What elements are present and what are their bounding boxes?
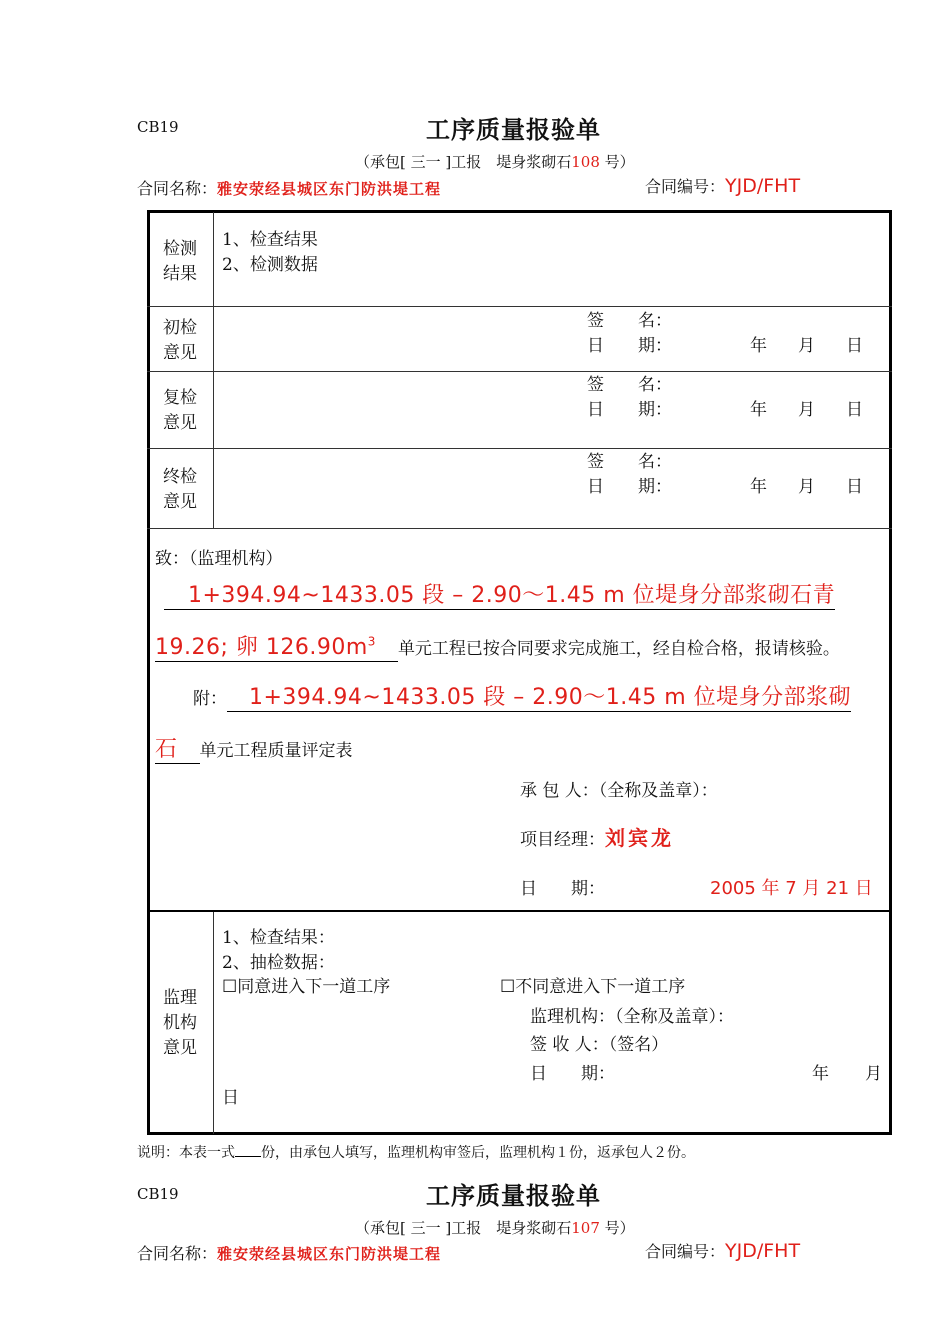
initial-month: 月	[798, 336, 815, 356]
unit-completion-statement: 单元工程已按合同要求完成施工，经自检合格，报请核验。	[397, 639, 840, 659]
form-subtitle-2	[355, 1217, 635, 1238]
re-month: 月	[798, 400, 815, 420]
attachment-form-name: 单元工程质量评定表	[199, 741, 353, 761]
re-sign-label: 签 名：	[587, 375, 672, 395]
form-subtitle	[355, 151, 635, 172]
attachment-description: 1+394.94~1433.05 段 – 2.90～1.45 m 位堤身分部浆砌	[227, 680, 851, 712]
unit-line-2	[155, 630, 840, 662]
re-day: 日	[846, 400, 863, 420]
subtitle-prefix: （承包[ 三一 ]工报 堤身浆砌石	[355, 1219, 572, 1237]
contract-no-value: YJD/FHT	[725, 175, 801, 197]
row-divider	[147, 910, 892, 912]
supervision-sample-data: 2、抽检数据：	[222, 953, 335, 973]
supervision-day: 日	[222, 1088, 239, 1108]
unit-description: 1+394.94~1433.05 段 – 2.90～1.45 m 位堤身分部浆砌石青	[164, 578, 835, 610]
to-line: 致：（监理机构）	[155, 549, 283, 569]
contractor-label: 承 包 人：（全称及盖章）：	[520, 781, 718, 801]
attachment-description-end: 石	[155, 732, 200, 764]
supervision-check-result: 1、检查结果：	[222, 928, 335, 948]
re-inspection-label	[150, 386, 210, 436]
initial-sign-label: 签 名：	[587, 311, 672, 331]
final-date-label: 日 期：	[587, 477, 672, 497]
supervision-year: 年	[812, 1064, 829, 1084]
attachment-label: 附：	[193, 689, 227, 709]
column-divider	[213, 912, 214, 1134]
test-data-item: 2、检测数据	[222, 255, 318, 275]
initial-date-label: 日 期：	[587, 336, 672, 356]
receiver-label: 签 收 人：（签名）	[530, 1035, 669, 1055]
contract-no-label: 合同编号：	[645, 1242, 726, 1261]
re-date-label: 日 期：	[587, 400, 672, 420]
project-manager-row	[520, 822, 674, 851]
report-number: 107	[571, 1219, 600, 1237]
final-year: 年	[750, 477, 767, 497]
unit-superscript: 3	[367, 634, 376, 649]
final-month: 月	[798, 477, 815, 497]
agree-checkbox[interactable]: ☐同意进入下一道工序	[222, 977, 391, 997]
note-suffix: 份，由承包人填写，监理机构审签后，监理机构１份，返承包人２份。	[261, 1145, 695, 1161]
detect-items	[222, 228, 318, 278]
final-day: 日	[846, 477, 863, 497]
attachment-line-1	[193, 680, 851, 712]
row-divider	[147, 528, 892, 529]
initial-year: 年	[750, 336, 767, 356]
form-number: CB19	[137, 118, 179, 136]
initial-inspection-label	[150, 316, 210, 366]
final-inspection-label	[150, 465, 210, 515]
supervision-opinion-label	[150, 986, 210, 1061]
label-line: 结果	[163, 264, 197, 284]
note-prefix: 说明：本表一式	[137, 1145, 235, 1161]
check-result-item: 1、检查结果	[222, 230, 318, 250]
contract-name-label: 合同名称：	[137, 1244, 218, 1263]
contract-name-value: 雅安荥经县城区东门防洪堤工程	[217, 1245, 442, 1263]
contract-no-label: 合同编号：	[645, 177, 726, 196]
project-manager-signature: 刘宾龙	[605, 826, 674, 850]
subtitle-suffix: 号）	[599, 153, 635, 171]
report-number: 108	[571, 153, 600, 171]
label-line: 复检	[163, 388, 197, 408]
contract-no-row-2	[645, 1239, 800, 1262]
contract-name-value: 雅安荥经县城区东门防洪堤工程	[217, 180, 442, 198]
copies-blank	[235, 1144, 261, 1157]
subtitle-prefix: （承包[ 三一 ]工报 堤身浆砌石	[355, 153, 572, 171]
label-line: 意见	[163, 413, 197, 433]
contract-no-row	[645, 174, 800, 197]
form-title-2: 工序质量报验单	[426, 1181, 601, 1210]
re-year: 年	[750, 400, 767, 420]
label-line: 意见	[163, 343, 197, 363]
application-date-value: 2005 年 7 月 21 日	[710, 878, 873, 899]
form-number-2: CB19	[137, 1185, 179, 1203]
label-line: 意见	[163, 1038, 197, 1058]
label-line: 监理	[163, 988, 197, 1008]
form-note	[137, 1142, 695, 1162]
project-manager-label: 项目经理：	[520, 830, 605, 850]
column-divider	[213, 212, 214, 528]
attachment-line-2	[155, 732, 353, 764]
disagree-checkbox[interactable]: ☐不同意进入下一道工序	[500, 977, 686, 997]
row-divider	[147, 371, 892, 372]
detect-result-label	[150, 237, 210, 287]
label-line: 机构	[163, 1013, 197, 1033]
row-divider	[147, 306, 892, 307]
application-date-label: 日 期：	[520, 879, 605, 899]
unit-quantity	[155, 630, 398, 662]
label-line: 意见	[163, 492, 197, 512]
final-sign-label: 签 名：	[587, 452, 672, 472]
supervision-agency-label: 监理机构：（全称及盖章）：	[530, 1007, 734, 1027]
contract-name-row	[137, 176, 441, 199]
unit-line-1	[164, 578, 835, 610]
form-title: 工序质量报验单	[426, 115, 601, 144]
subtitle-suffix: 号）	[599, 1219, 635, 1237]
label-line: 初检	[163, 318, 197, 338]
supervision-month: 月	[865, 1064, 882, 1084]
contract-no-value: YJD/FHT	[725, 1240, 801, 1262]
supervision-date-label: 日 期：	[530, 1064, 615, 1084]
initial-day: 日	[846, 336, 863, 356]
label-line: 终检	[163, 467, 197, 487]
row-divider	[147, 448, 892, 449]
label-line: 检测	[163, 239, 197, 259]
contract-name-row-2	[137, 1241, 441, 1264]
unit-quantity-text: 19.26; 卵 126.90m	[155, 635, 368, 660]
contract-name-label: 合同名称：	[137, 179, 218, 198]
